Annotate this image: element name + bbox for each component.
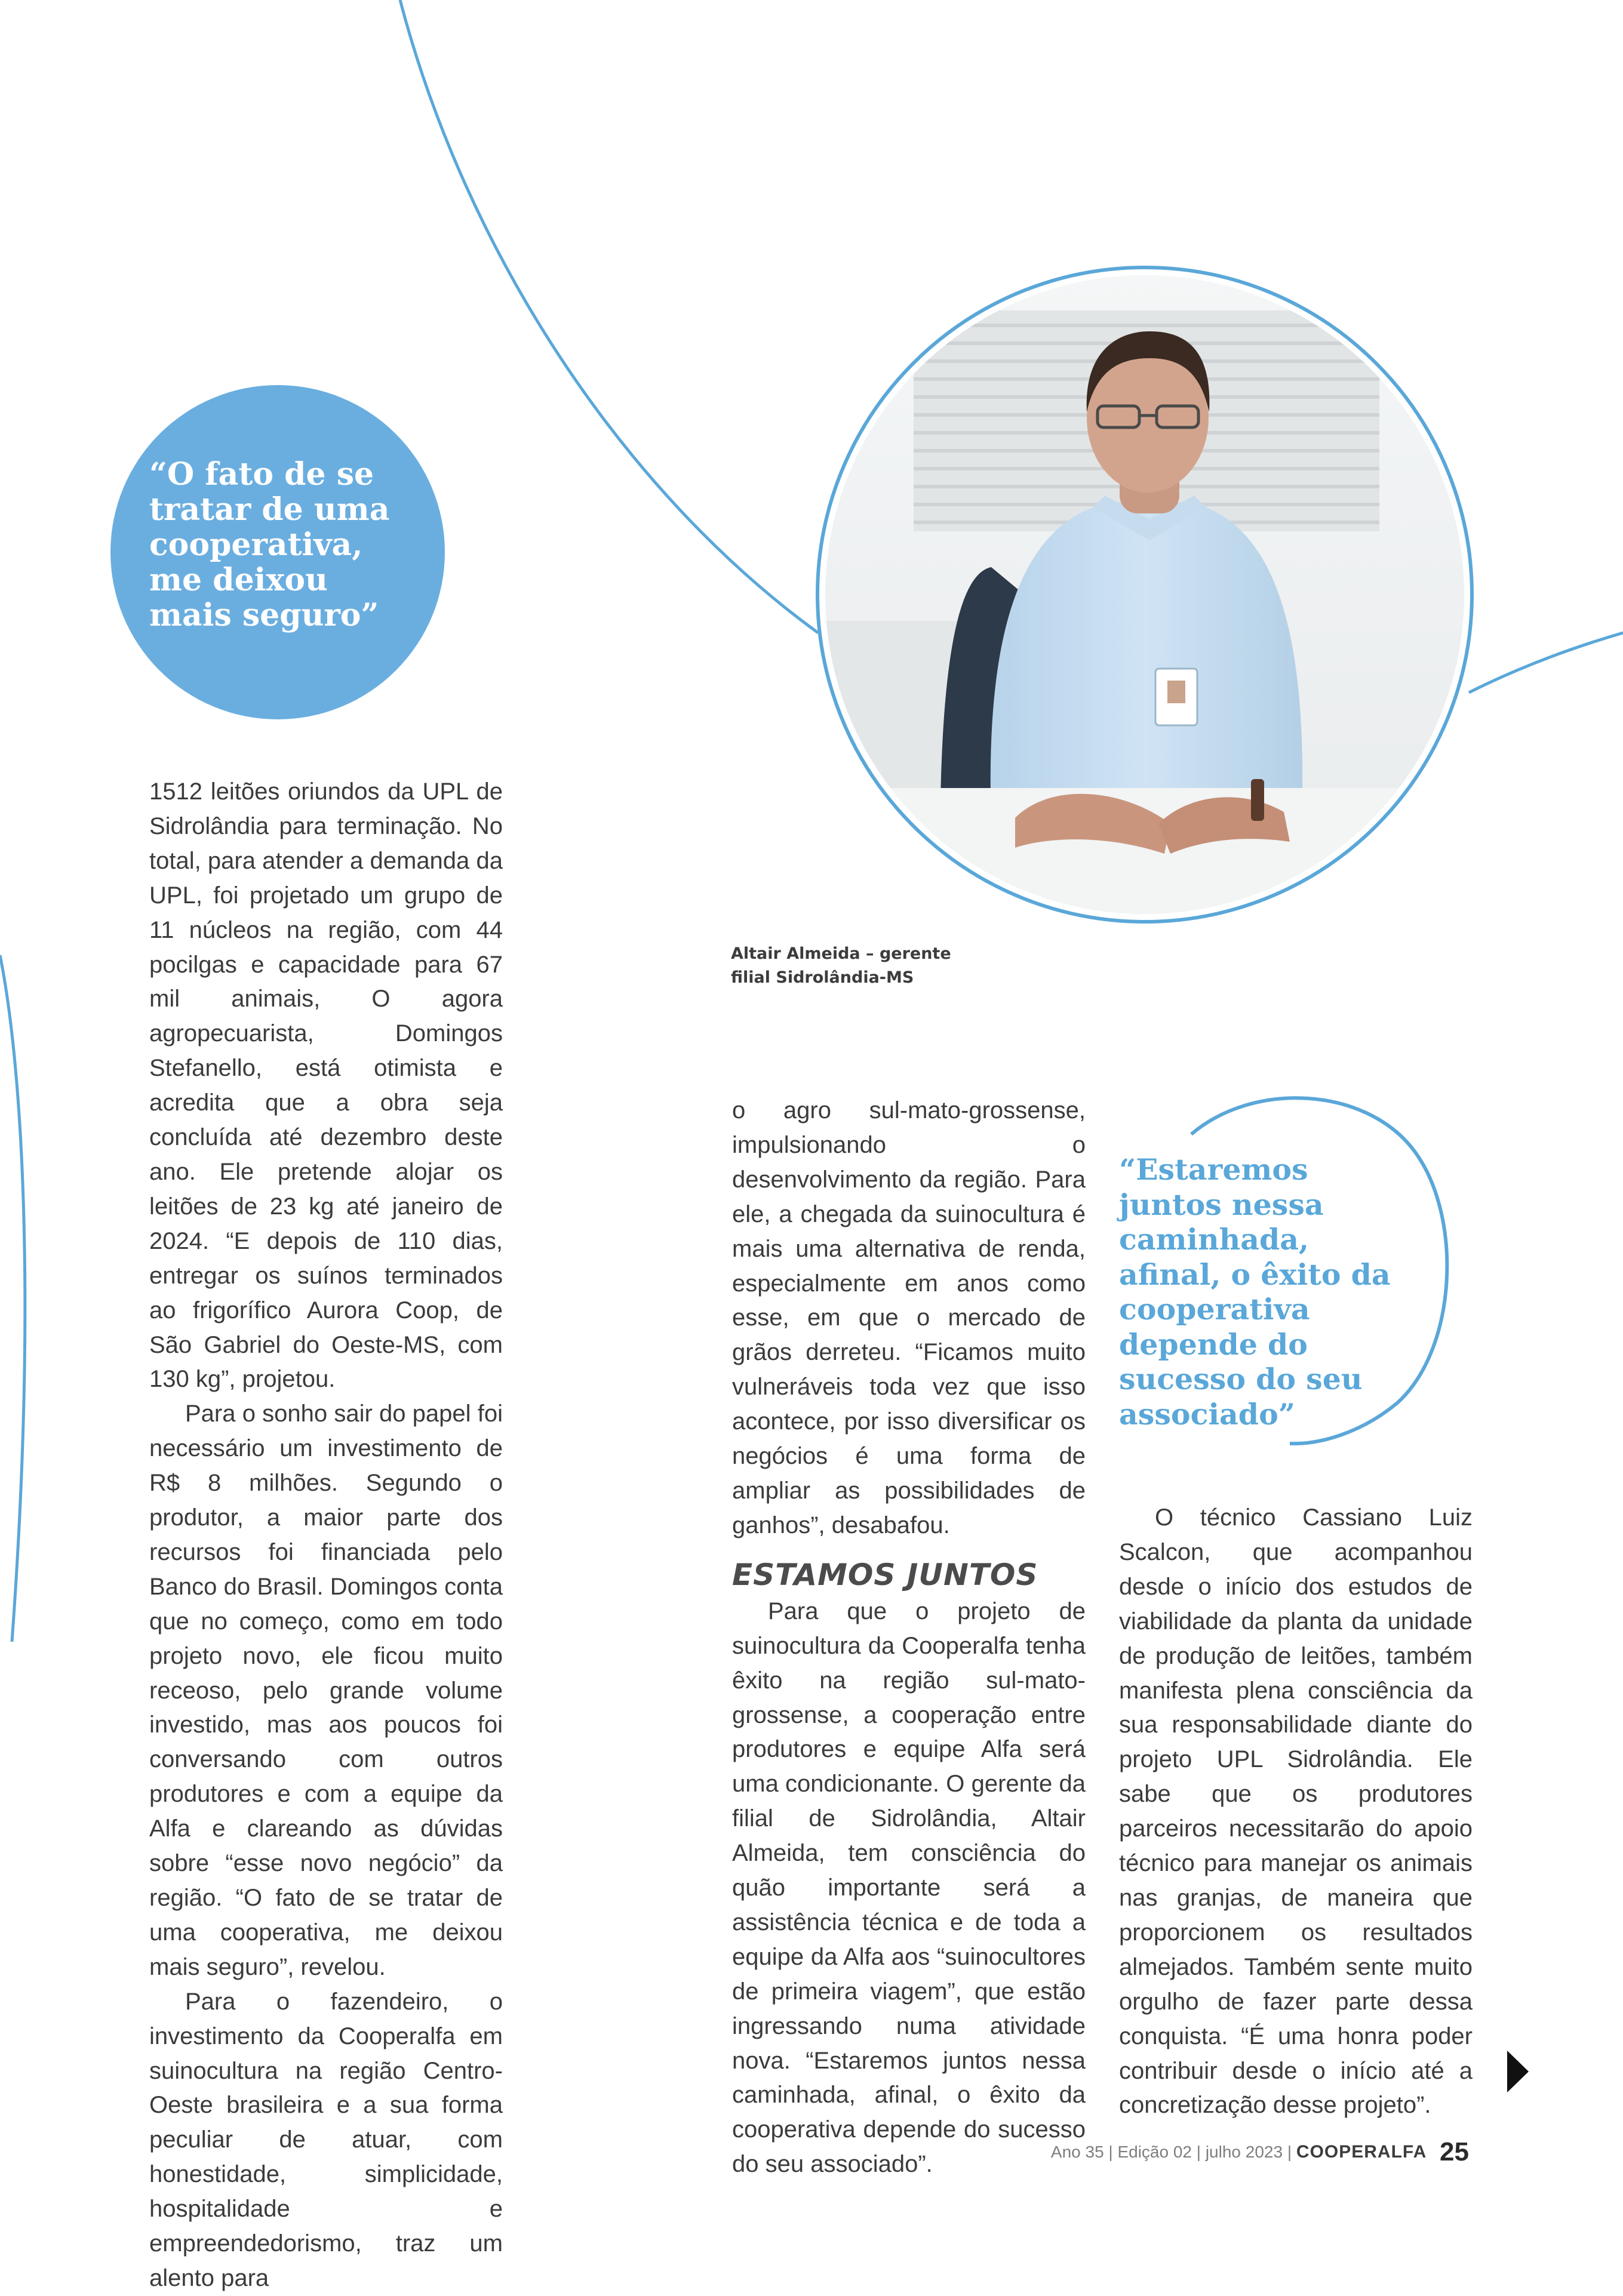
triangle-right-icon[interactable] bbox=[1507, 2051, 1529, 2092]
column3-paragraph-1: O técnico Cassiano Luiz Scalcon, que acompanhou desde o início dos estudos de viabilidade da planta da unidade de produção de leitões, também manifesta plena consciência da sua responsabilidade diante do projeto UPL Sidrolândia. Ele sabe que os produtores parceiros necessitarão do apoio técnico para manejar os animais nas granjas, de maneira que proporcionem os resultados almejados. Também sente muito orgulho de fazer parte dessa conquista. “É uma honra poder contribuir desde o início até a concretização desse projeto”. bbox=[1119, 1504, 1473, 2119]
column1-paragraph-3: Para o fazendeiro, o investimento da Cooperalfa em suinocultura na região Centro-Oeste brasileira e a sua forma peculiar de atuar, com honestidade, simplicidade, hospitalidade e empreendedorismo, traz um alento para bbox=[149, 1988, 503, 2291]
article-column-1 bbox=[149, 775, 503, 2296]
decorative-arc-right bbox=[1469, 633, 1623, 693]
page-number: 25 bbox=[1440, 2137, 1469, 2166]
column1-paragraph-1: 1512 leitões oriundos da UPL de Sidrolândia para terminação. No total, para atender a demanda da UPL, foi projetado um grupo de 11 núcleos na região, com 44 pocilgas e capacidade para 67 mil animais, O agora agropecuarista, Domingos Stefanello, está otimista e acredita que a obra seja concluída até dezembro deste ano. Ele pretende alojar os leitões de 23 kg até janeiro de 2024. “E depois de 110 dias, entregar os suínos terminados ao frigorífico Aurora Coop, de São Gabriel do Oeste-MS, com 130 kg”, projetou. bbox=[149, 778, 503, 1393]
column2-paragraph-2: Para que o projeto de suinocultura da Cooperalfa tenha êxito na região sul-mato-grossense, a cooperação entre produtores e equipe Alfa será uma condicionante. O gerente da filial de Sidrolândia, Altair Almeida, tem consciência do quão importante será a assistência técnica e de toda a equipe da Alfa aos “suinocultores de primeira viagem”, que estão ingressando numa atividade nova. “Estaremos juntos nessa caminhada, afinal, o êxito da cooperativa depende do sucesso do seu associado”. bbox=[732, 1598, 1086, 2178]
article-column-2 bbox=[732, 1094, 1086, 2182]
decorative-arc-top bbox=[400, 0, 818, 633]
issue-info: Ano 35 | Edição 02 | julho 2023 | bbox=[1050, 2143, 1292, 2161]
brand-name: COOPERALFA bbox=[1296, 2142, 1427, 2162]
pull-quote-top: “O fato de se tratar de uma cooperativa, me deixou mais seguro” bbox=[149, 456, 390, 633]
section-subhead: ESTAMOS JUNTOS bbox=[732, 1557, 1038, 1592]
page-footer bbox=[1015, 2137, 1469, 2185]
photo-caption-line-2: filial Sidrolândia-MS bbox=[731, 968, 914, 987]
column2-paragraph-1: o agro sul-mato-grossense, impulsionando o desenvolvimento da região. Para ele, a chegada da suinocultura é mais uma alternativa de renda, especialmente em anos como esse, em que o mercado de grãos derreteu. “Ficamos muito vulneráveis toda vez que isso acontece, por isso diversificar os negócios é uma forma de ampliar as possibilidades de ganhos”, desabafou. bbox=[732, 1097, 1086, 1538]
decorative-arc-left bbox=[0, 955, 25, 1642]
column1-paragraph-2: Para o sonho sair do papel foi necessário um investimento de R$ 8 milhões. Segundo o produtor, a maior parte dos recursos foi financiada pelo Banco do Brasil. Domingos conta que no começo, como em todo projeto novo, ele ficou muito receoso, pelo grande volume investido, mas aos poucos foi conversando com outros produtores e com a equipe da Alfa e clareando as dúvidas sobre “esse novo negócio” da região. “O fato de se tratar de uma cooperativa, me deixou mais seguro”, revelou. bbox=[149, 1401, 503, 1980]
photo-caption-line-1: Altair Almeida – gerente bbox=[731, 944, 951, 963]
pull-quote-right: “Estaremos juntos nessa caminhada, afinal, o êxito da cooperativa depende do sucesso do seu associado” bbox=[1119, 1152, 1391, 1432]
article-column-3 bbox=[1119, 1501, 1473, 2123]
photo-caption bbox=[731, 942, 1018, 990]
